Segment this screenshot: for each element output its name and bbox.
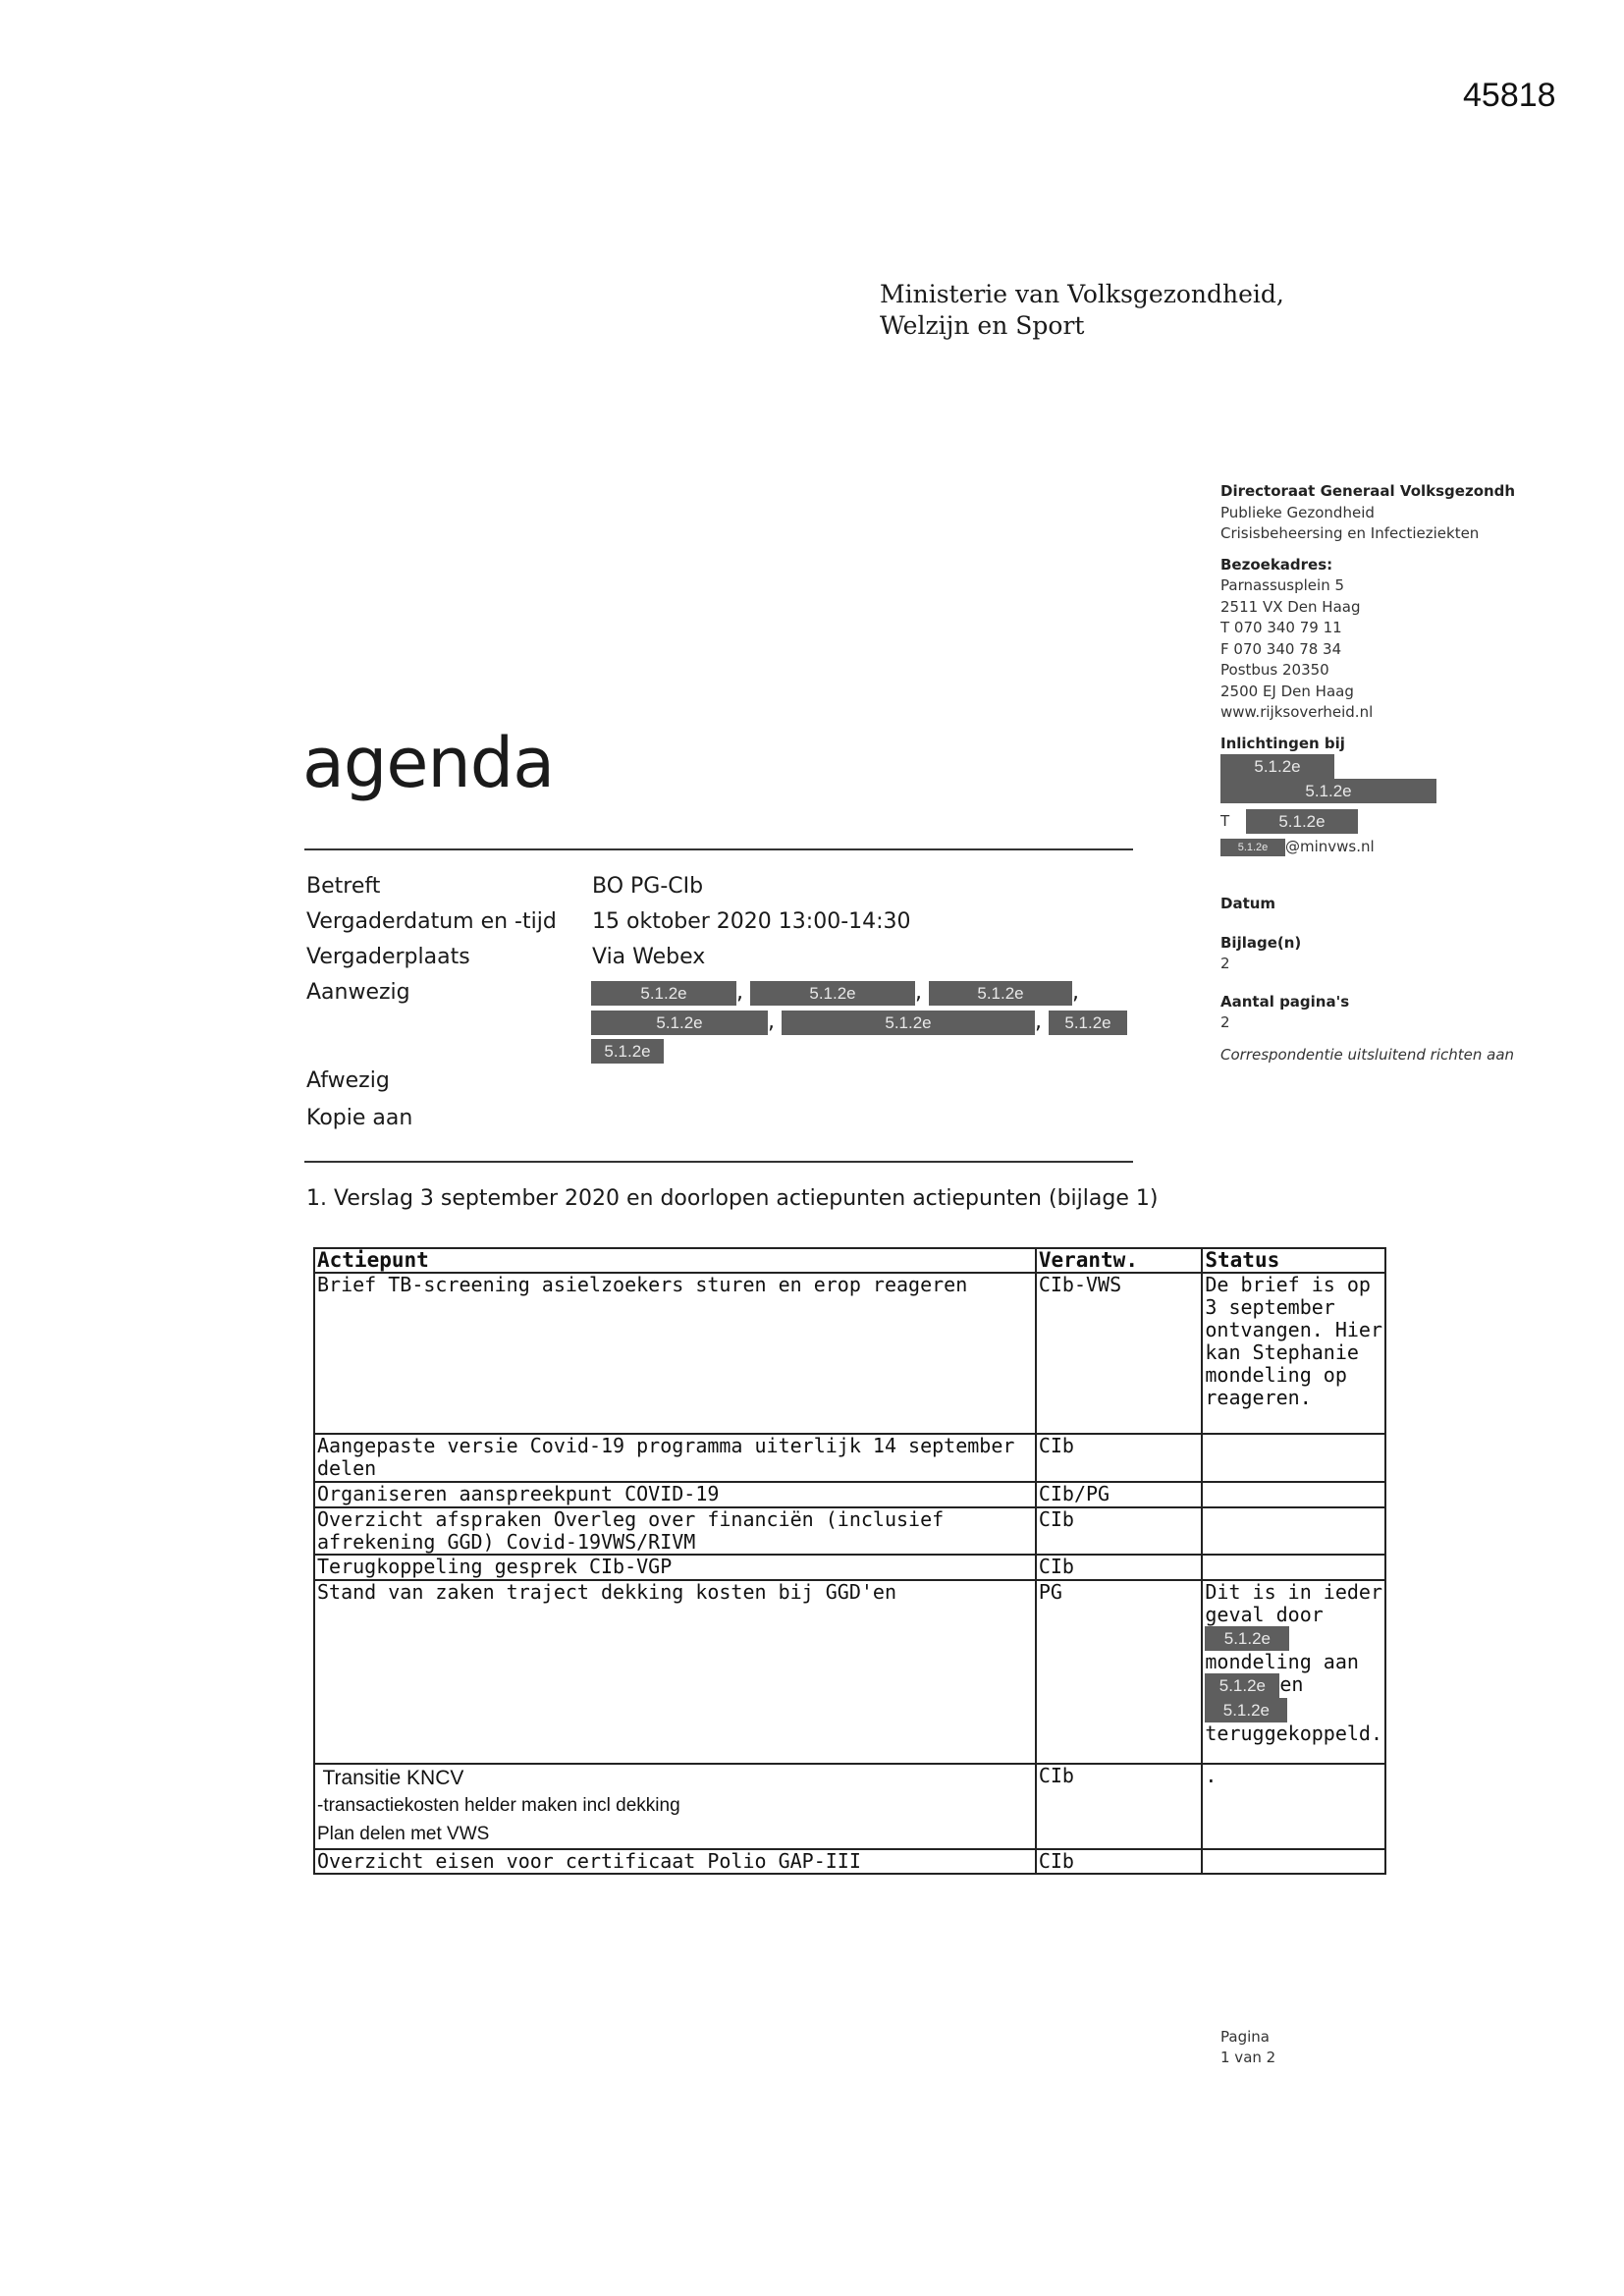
ministry-logo-text (880, 279, 1284, 342)
document-number: 45818 (1463, 77, 1556, 114)
location-value: Via Webex (592, 945, 706, 969)
table-row (314, 1580, 1385, 1764)
date-time-label: Vergaderdatum en -tijd (306, 909, 557, 934)
betreft-label: Betreft (306, 874, 381, 899)
redaction-box: 5.1.2e (591, 1039, 664, 1064)
header-verantw: Verantw. (1036, 1248, 1203, 1273)
sidebar-colofon (1220, 481, 1544, 1066)
status-text-c: en (1279, 1672, 1304, 1696)
cell-actie: Brief TB-screening asielzoekers sturen en erop reageren (314, 1273, 1036, 1434)
header-status: Status (1202, 1248, 1385, 1273)
divider-bottom (304, 1161, 1133, 1163)
betreft-value: BO PG-CIb (592, 874, 704, 899)
status-text-b: mondeling aan (1205, 1650, 1359, 1673)
website-link[interactable]: www.rijksoverheid.nl (1220, 703, 1374, 721)
agenda-item-1: 1. Verslag 3 september 2020 en doorlopen actiepunten actiepunten (bijlage 1) (306, 1186, 1159, 1211)
ministry-line-2: Welzijn en Sport (880, 311, 1085, 340)
email-suffix: @minvws.nl (1285, 838, 1375, 855)
page-title: agenda (302, 723, 555, 803)
redaction-box: 5.1.2e (1049, 1011, 1127, 1035)
cell-verantw: PG (1036, 1580, 1203, 1764)
cell-status (1202, 1482, 1385, 1507)
directorate: Directoraat Generaal Volksgezondh (1220, 482, 1516, 500)
actie-title: Transitie KNCV (317, 1767, 464, 1789)
t-label: T (1220, 812, 1230, 830)
cell-verantw: CIb (1036, 1764, 1203, 1849)
redaction-box: 5.1.2e (591, 981, 736, 1006)
cell-actie: Stand van zaken traject dekking kosten bij GGD'en (314, 1580, 1036, 1764)
present-list: 5.1.2e , 5.1.2e , 5.1.2e , 5.1.2e , 5.1.2e , 5.1.2e 5.1.2e (591, 980, 1127, 1066)
cell-verantw: CIb (1036, 1434, 1203, 1482)
table-row (314, 1555, 1385, 1580)
cell-verantw: CIb-VWS (1036, 1273, 1203, 1434)
department-2: Crisisbeheersing en Infectieziekten (1220, 524, 1480, 542)
cell-status (1202, 1580, 1385, 1764)
absent-label: Afwezig (306, 1068, 390, 1093)
status-text-d: teruggekoppeld. (1205, 1722, 1382, 1745)
cell-actie: Overzicht afspraken Overleg over financiën (inclusief afrekening GGD) Covid-19VWS/RIVM (314, 1507, 1036, 1555)
table-row (314, 1434, 1385, 1482)
cell-status: . (1202, 1764, 1385, 1849)
date-label: Datum (1220, 895, 1276, 912)
actie-sub-2: Plan delen met VWS (317, 1824, 490, 1844)
page-label: Pagina (1220, 2028, 1270, 2046)
attachments-label: Bijlage(n) (1220, 933, 1302, 952)
header-actiepunt: Actiepunt (314, 1248, 1036, 1273)
table-row (314, 1482, 1385, 1507)
redaction-box: 5.1.2e (929, 981, 1072, 1006)
cell-verantw: CIb/PG (1036, 1482, 1203, 1507)
phone-number: T 070 340 79 11 (1220, 619, 1342, 636)
cell-verantw: CIb (1036, 1507, 1203, 1555)
page-footer (1220, 2027, 1275, 2068)
cell-status (1202, 1555, 1385, 1580)
address-line-1: Parnassusplein 5 (1220, 576, 1345, 594)
cell-actie: Organiseren aanspreekpunt COVID-19 (314, 1482, 1036, 1507)
table-row (314, 1273, 1385, 1434)
cell-actie: Overzicht eisen voor certificaat Polio GAP-III (314, 1849, 1036, 1874)
visit-address-label: Bezoekadres: (1220, 555, 1333, 574)
copy-label: Kopie aan (306, 1106, 413, 1130)
redaction-box: 5.1.2e (1220, 779, 1436, 803)
page-number: 1 van 2 (1220, 2049, 1276, 2066)
redaction-box: 5.1.2e (1246, 809, 1358, 834)
cell-status (1202, 1434, 1385, 1482)
cell-actie: Aangepaste versie Covid-19 programma uiterlijk 14 september delen (314, 1434, 1036, 1482)
redaction-box: 5.1.2e (1220, 754, 1334, 779)
redaction-box: 5.1.2e (782, 1011, 1035, 1035)
pages-label: Aantal pagina's (1220, 992, 1350, 1011)
present-label: Aanwezig (306, 980, 410, 1005)
postcode: 2500 EJ Den Haag (1220, 682, 1354, 700)
department-1: Publieke Gezondheid (1220, 503, 1375, 521)
redaction-box: 5.1.2e (1205, 1673, 1279, 1698)
status-text-a: Dit is in ieder geval door (1205, 1580, 1382, 1626)
table-row (314, 1849, 1385, 1874)
redaction-box: 5.1.2e (1205, 1626, 1289, 1651)
cell-actie (314, 1764, 1036, 1849)
redaction-box: 5.1.2e (1220, 839, 1285, 856)
cell-verantw: CIb (1036, 1555, 1203, 1580)
postbus: Postbus 20350 (1220, 661, 1329, 679)
info-label: Inlichtingen bij (1220, 734, 1345, 752)
table-row (314, 1764, 1385, 1849)
location-label: Vergaderplaats (306, 945, 470, 969)
ministry-line-1: Ministerie van Volksgezondheid, (880, 280, 1284, 308)
attachments-value: 2 (1220, 955, 1230, 972)
table-row (314, 1507, 1385, 1555)
address-line-2: 2511 VX Den Haag (1220, 597, 1361, 616)
cell-status: De brief is op 3 september ontvangen. Hier kan Stephanie mondeling op reageren. (1202, 1273, 1385, 1434)
divider-top (304, 848, 1133, 850)
redaction-box: 5.1.2e (591, 1011, 768, 1035)
redaction-box: 5.1.2e (750, 981, 915, 1006)
cell-actie: Terugkoppeling gesprek CIb-VGP (314, 1555, 1036, 1580)
pages-value: 2 (1220, 1013, 1230, 1031)
correspondence-note: Correspondentie uitsluitend richten aan (1220, 1045, 1515, 1064)
cell-verantw: CIb (1036, 1849, 1203, 1874)
action-points-table (313, 1247, 1386, 1875)
actie-sub-1: -transactiekosten helder maken incl dekking (317, 1795, 680, 1816)
fax-number: F 070 340 78 34 (1220, 639, 1342, 658)
redaction-box: 5.1.2e (1205, 1698, 1287, 1722)
date-time-value: 15 oktober 2020 13:00-14:30 (592, 909, 911, 934)
cell-status (1202, 1507, 1385, 1555)
cell-status (1202, 1849, 1385, 1874)
table-header-row (314, 1248, 1385, 1273)
